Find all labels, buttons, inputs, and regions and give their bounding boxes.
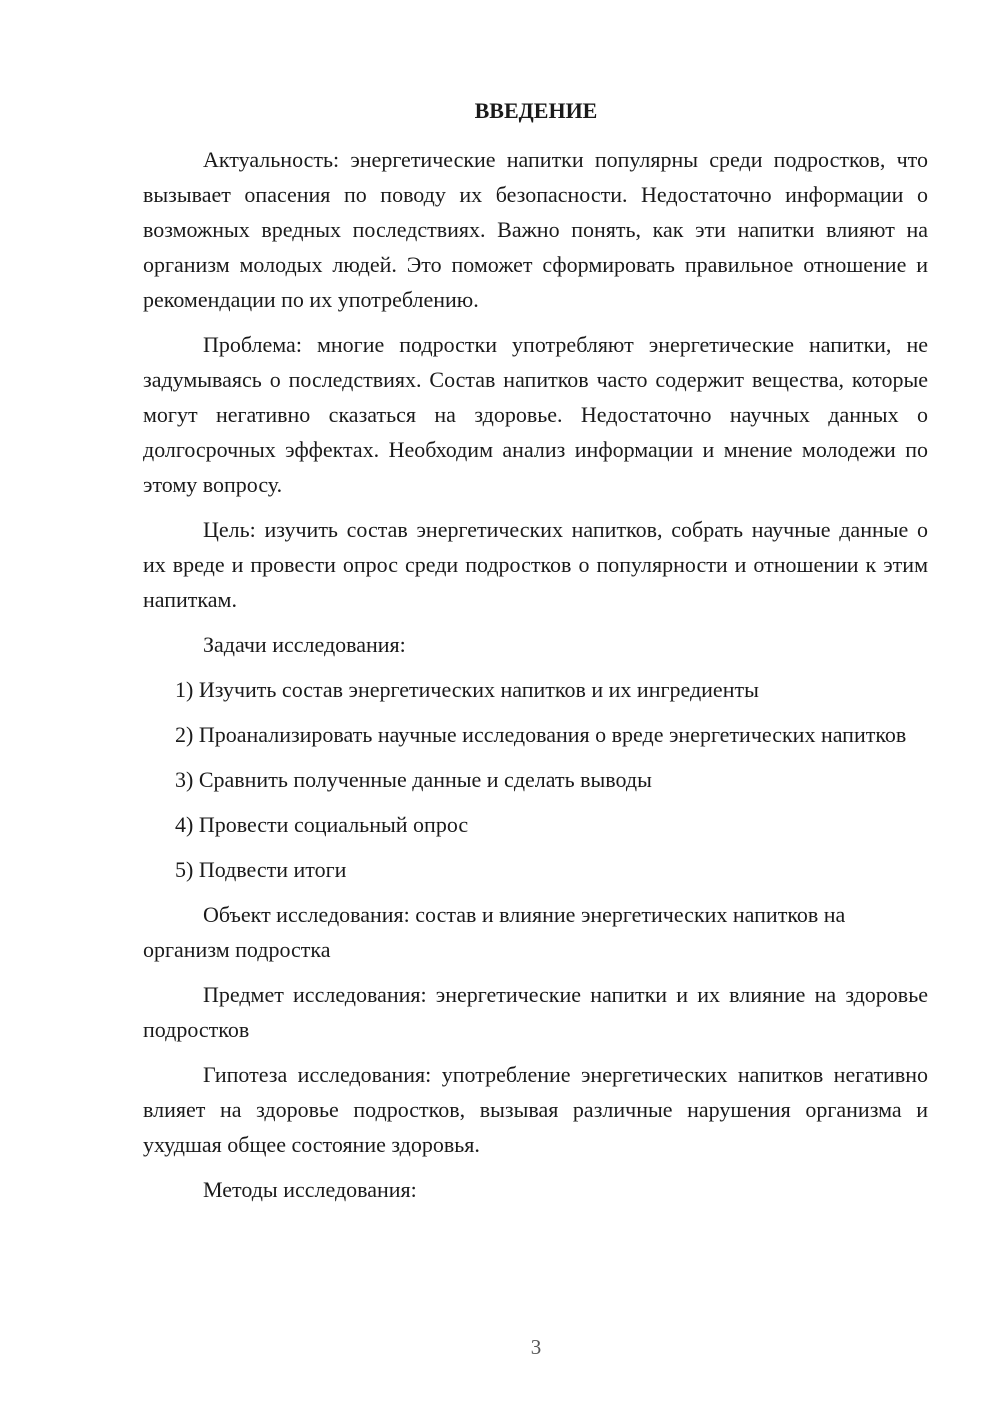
methods-heading: Методы исследования: [203, 1177, 417, 1202]
paragraph-problem: Проблема: многие подростки употребляют энергетические напитки, не задумываясь о последствиях. Состав напитков часто содержит вещества, которые могут негативно сказаться на здоровье. Недостаточно научных данных о долгосрочных эффектах. Необходим анализ информации и мнение молодежи по этому вопросу. [143, 332, 928, 497]
body-text [143, 142, 928, 1217]
task-item: 3) Сравнить полученные данные и сделать выводы [175, 767, 652, 792]
tasks-heading: Задачи исследования: [203, 632, 406, 657]
paragraph-goal: Цель: изучить состав энергетических напитков, собрать научные данные о их вреде и провести опрос среди подростков о популярности и отношении к этим напиткам. [143, 517, 928, 612]
task-item: 1) Изучить состав энергетических напитков и их ингредиенты [175, 677, 759, 702]
task-item: 4) Провести социальный опрос [175, 812, 469, 837]
paragraph-subject: Предмет исследования: энергетические напитки и их влияние на здоровье подростков [143, 982, 928, 1042]
page-number: 3 [530, 1335, 542, 1359]
task-item: 5) Подвести итоги [175, 857, 347, 882]
task-item: 2) Проанализировать научные исследования о вреде энергетических напитков [175, 722, 907, 747]
paragraph-hypothesis: Гипотеза исследования: употребление энергетических напитков негативно влияет на здоровье подростков, вызывая различные нарушения организма и ухудшая общее состояние здоровья. [143, 1062, 928, 1157]
paragraph-object: Объект исследования: состав и влияние энергетических напитков на организм подростка [143, 902, 846, 962]
page-title: ВВЕДЕНИЕ [474, 98, 598, 123]
paragraph-relevance: Актуальность: энергетические напитки популярны среди подростков, что вызывает опасения по поводу их безопасности. Недостаточно информации о возможных вредных последствиях. Важно понять, как эти напитки влияют на организм молодых людей. Это поможет сформировать правильное отношение и рекомендации по их употреблению. [143, 147, 928, 312]
